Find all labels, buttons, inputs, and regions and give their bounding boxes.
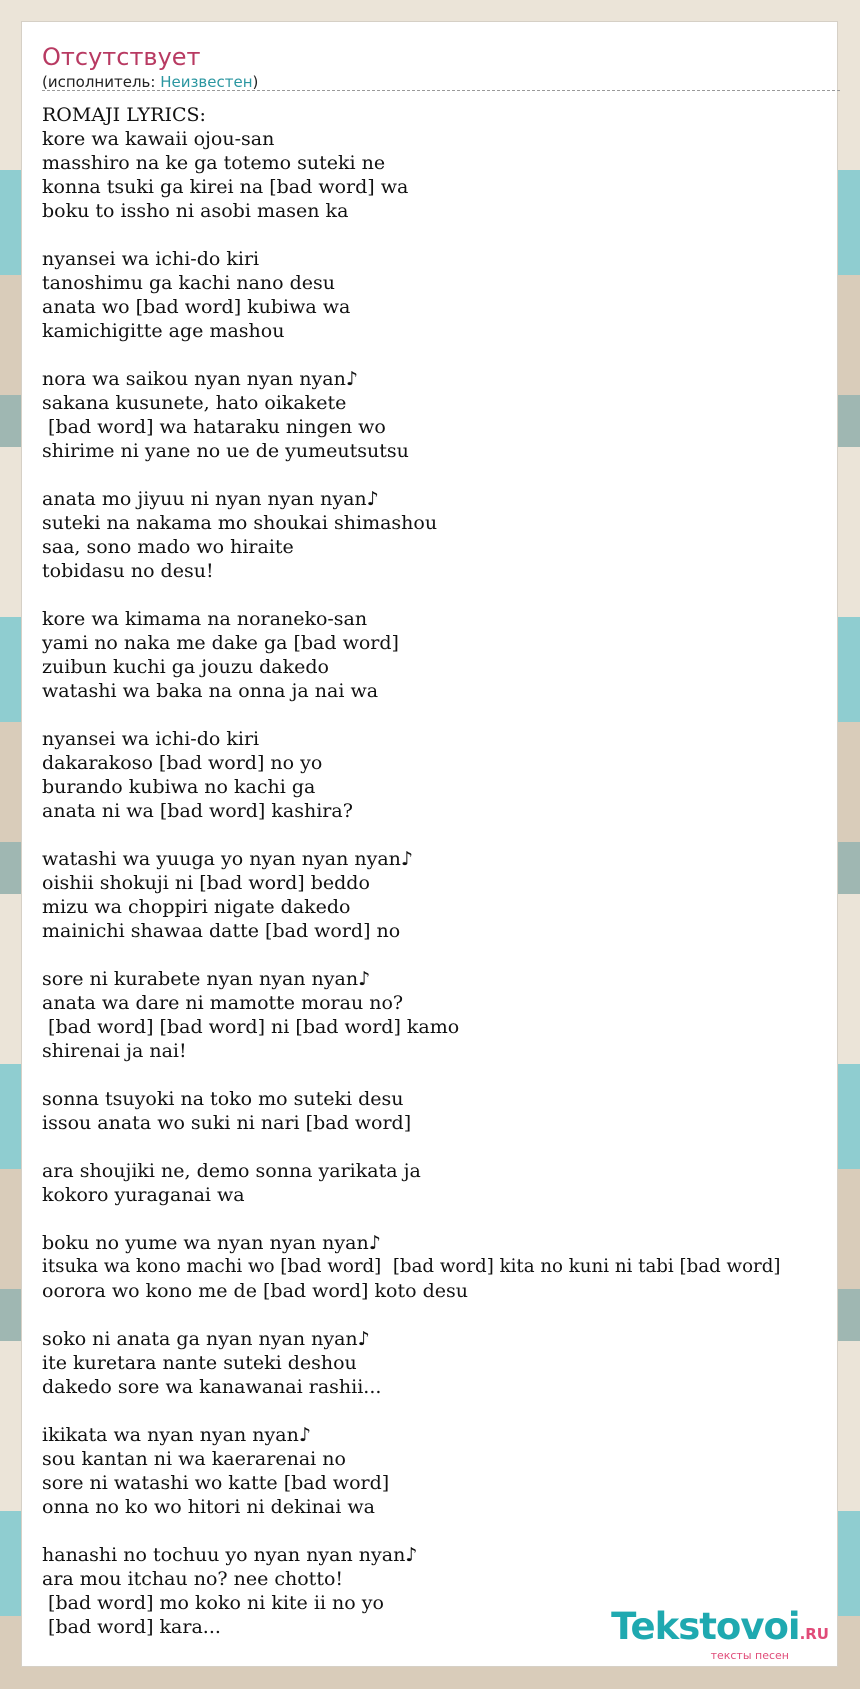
lyrics-line: tanoshimu ga kachi nano desu (42, 272, 336, 294)
lyrics-text (42, 103, 860, 1639)
lyrics-line (42, 1207, 860, 1231)
lyrics-line: watashi wa baka na onna ja nai wa (42, 680, 379, 702)
lyrics-line: [bad word] mo koko ni kite ii no yo (42, 1592, 384, 1614)
lyrics-line: ROMAJI LYRICS: (42, 104, 206, 126)
lyrics-line: nora wa saikou nyan nyan nyan♪ (42, 368, 358, 390)
lyrics-line: burando kubiwa no kachi ga (42, 776, 316, 798)
lyrics-line: oishii shokuji ni [bad word] beddo (42, 872, 370, 894)
logo-tagline: тексты песен (710, 1649, 789, 1662)
lyrics-line: boku to issho ni asobi masen ka (42, 200, 349, 222)
lyrics-line: anata ni wa [bad word] kashira? (42, 800, 353, 822)
lyrics-line: zuibun kuchi ga jouzu dakedo (42, 656, 329, 678)
song-title: Отсутствует (42, 43, 201, 71)
lyrics-line (42, 823, 860, 847)
lyrics-line: sore ni kurabete nyan nyan nyan♪ (42, 968, 371, 990)
lyrics-line: konna tsuki ga kirei na [bad word] wa (42, 176, 409, 198)
logo-main-text: Tekstovoi (611, 1605, 800, 1648)
lyrics-line: watashi wa yuuga yo nyan nyan nyan♪ (42, 848, 414, 870)
logo-domain: .RU (799, 1625, 829, 1643)
lyrics-line: hanashi no tochuu yo nyan nyan nyan♪ (42, 1544, 418, 1566)
lyrics-line (42, 1063, 860, 1087)
artist-suffix: ) (252, 73, 259, 91)
lyrics-line (42, 463, 860, 487)
lyrics-line: dakarakoso [bad word] no yo (42, 752, 323, 774)
lyrics-line: mainichi shawaa datte [bad word] no (42, 920, 401, 942)
lyrics-line (42, 1303, 860, 1327)
lyrics-line (42, 1519, 860, 1543)
lyrics-line: itsuka wa kono machi wo [bad word] [bad word] kita no kuni ni tabi [bad word] (42, 1256, 781, 1277)
lyrics-line: [bad word] [bad word] ni [bad word] kamo (42, 1016, 460, 1038)
lyrics-line (42, 1135, 860, 1159)
lyrics-line: nyansei wa ichi-do kiri (42, 248, 260, 270)
lyrics-line: kore wa kawaii ojou-san (42, 128, 275, 150)
lyrics-line (42, 1399, 860, 1423)
lyrics-line: ara shoujiki ne, demo sonna yarikata ja (42, 1160, 421, 1182)
lyrics-line: anata mo jiyuu ni nyan nyan nyan♪ (42, 488, 379, 510)
lyrics-line: saa, sono mado wo hiraite (42, 536, 294, 558)
lyrics-line: ikikata wa nyan nyan nyan♪ (42, 1424, 311, 1446)
lyrics-line: tobidasu no desu! (42, 560, 214, 582)
lyrics-line (42, 943, 860, 967)
lyrics-line: shirime ni yane no ue de yumeutsutsu (42, 440, 409, 462)
lyrics-line: [bad word] wa hataraku ningen wo (42, 416, 386, 438)
lyrics-line (42, 703, 860, 727)
lyrics-line: sonna tsuyoki na toko mo suteki desu (42, 1088, 404, 1110)
lyrics-line (42, 343, 860, 367)
lyrics-line: anata wa dare ni mamotte morau no? (42, 992, 404, 1014)
title-separator (42, 90, 840, 91)
lyrics-line: oorora wo kono me de [bad word] koto desu (42, 1280, 468, 1302)
artist-prefix: (исполнитель: (42, 73, 161, 91)
lyrics-line: [bad word] kara... (42, 1616, 221, 1638)
lyrics-line: dakedo sore wa kanawanai rashii... (42, 1376, 382, 1398)
lyrics-line: boku no yume wa nyan nyan nyan♪ (42, 1232, 381, 1254)
lyrics-line: sore ni watashi wo katte [bad word] (42, 1472, 390, 1494)
lyrics-line: suteki na nakama mo shoukai shimashou (42, 512, 438, 534)
lyrics-line: masshiro na ke ga totemo suteki ne (42, 152, 386, 174)
lyrics-line: issou anata wo suki ni nari [bad word] (42, 1112, 412, 1134)
lyrics-line: yami no naka me dake ga [bad word] (42, 632, 399, 654)
lyrics-line: sakana kusunete, hato oikakete (42, 392, 347, 414)
lyrics-line: soko ni anata ga nyan nyan nyan♪ (42, 1328, 370, 1350)
lyrics-line: anata wo [bad word] kubiwa wa (42, 296, 351, 318)
lyrics-line (42, 583, 860, 607)
logo-wordmark (611, 1607, 829, 1654)
artist-link[interactable]: Неизвестен (160, 73, 253, 91)
lyrics-line (42, 223, 860, 247)
lyrics-line: ite kuretara nante suteki deshou (42, 1352, 357, 1374)
lyrics-line: kamichigitte age mashou (42, 320, 285, 342)
lyrics-line: mizu wa choppiri nigate dakedo (42, 896, 351, 918)
lyrics-line: kokoro yuraganai wa (42, 1184, 245, 1206)
lyrics-card (21, 21, 838, 1667)
lyrics-line: shirenai ja nai! (42, 1040, 187, 1062)
artist-line (42, 72, 258, 92)
lyrics-line: sou kantan ni wa kaerarenai no (42, 1448, 346, 1470)
lyrics-line: ara mou itchau no? nee chotto! (42, 1568, 344, 1590)
lyrics-line: nyansei wa ichi-do kiri (42, 728, 260, 750)
lyrics-line: kore wa kimama na noraneko-san (42, 608, 368, 630)
lyrics-line: onna no ko wo hitori ni dekinai wa (42, 1496, 375, 1518)
site-logo[interactable] (611, 1607, 829, 1662)
